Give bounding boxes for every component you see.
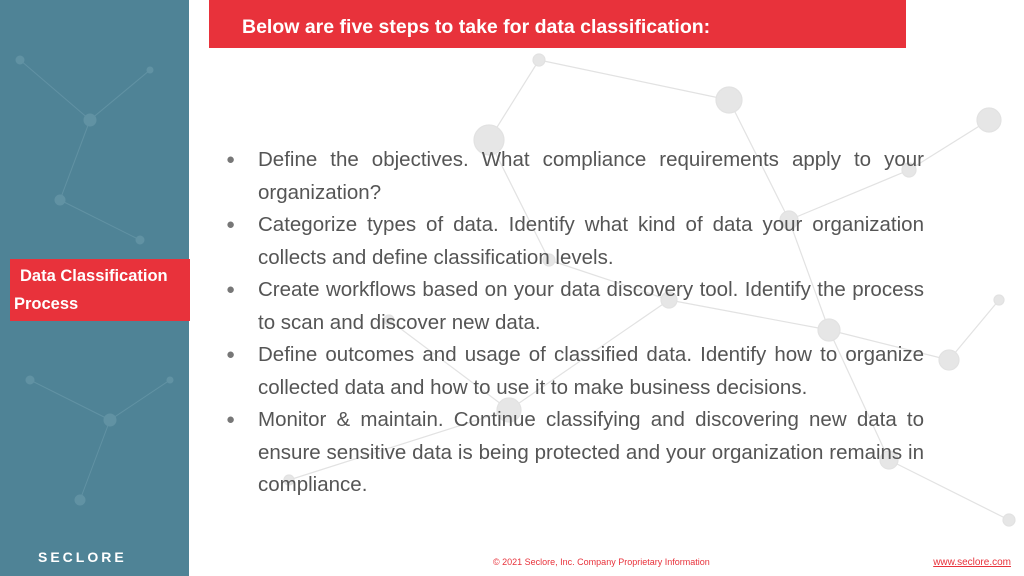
- list-item: [226, 209, 924, 274]
- page-title: Below are five steps to take for data classification:: [242, 16, 711, 38]
- bullet-icon: ●: [226, 346, 236, 363]
- list-item: [226, 404, 924, 502]
- list-item-text: Categorize types of data. Identify what kind of data your organization collects and define classification levels.: [258, 213, 924, 269]
- list-item: [226, 274, 924, 339]
- list-item: [226, 339, 924, 404]
- footer-copyright: © 2021 Seclore, Inc. Company Proprietary Information: [493, 557, 710, 567]
- section-label-line1: Data Classification: [20, 267, 168, 285]
- list-item-text: Monitor & maintain. Continue classifying and discovering new data to ensure sensitive data is being protected and your organization remains in compliance.: [258, 408, 924, 496]
- website-link[interactable]: www.seclore.com: [933, 557, 1011, 568]
- bullet-icon: ●: [226, 281, 236, 298]
- seclore-logo: SECLORE: [38, 549, 127, 565]
- list-item: [226, 144, 924, 209]
- list-item-text: Create workflows based on your data discovery tool. Identify the process to scan and discover new data.: [258, 278, 924, 334]
- list-item-text: Define the objectives. What compliance requirements apply to your organization?: [258, 148, 924, 204]
- section-label: [10, 259, 190, 321]
- list-item-text: Define outcomes and usage of classified data. Identify how to organize collected data and how to use it to make business decisions.: [258, 343, 924, 399]
- bullet-icon: ●: [226, 151, 236, 168]
- bullet-icon: ●: [226, 411, 236, 428]
- section-label-line2: Process: [14, 295, 79, 313]
- steps-list: [226, 144, 924, 502]
- bullet-icon: ●: [226, 216, 236, 233]
- header-banner: [209, 0, 906, 48]
